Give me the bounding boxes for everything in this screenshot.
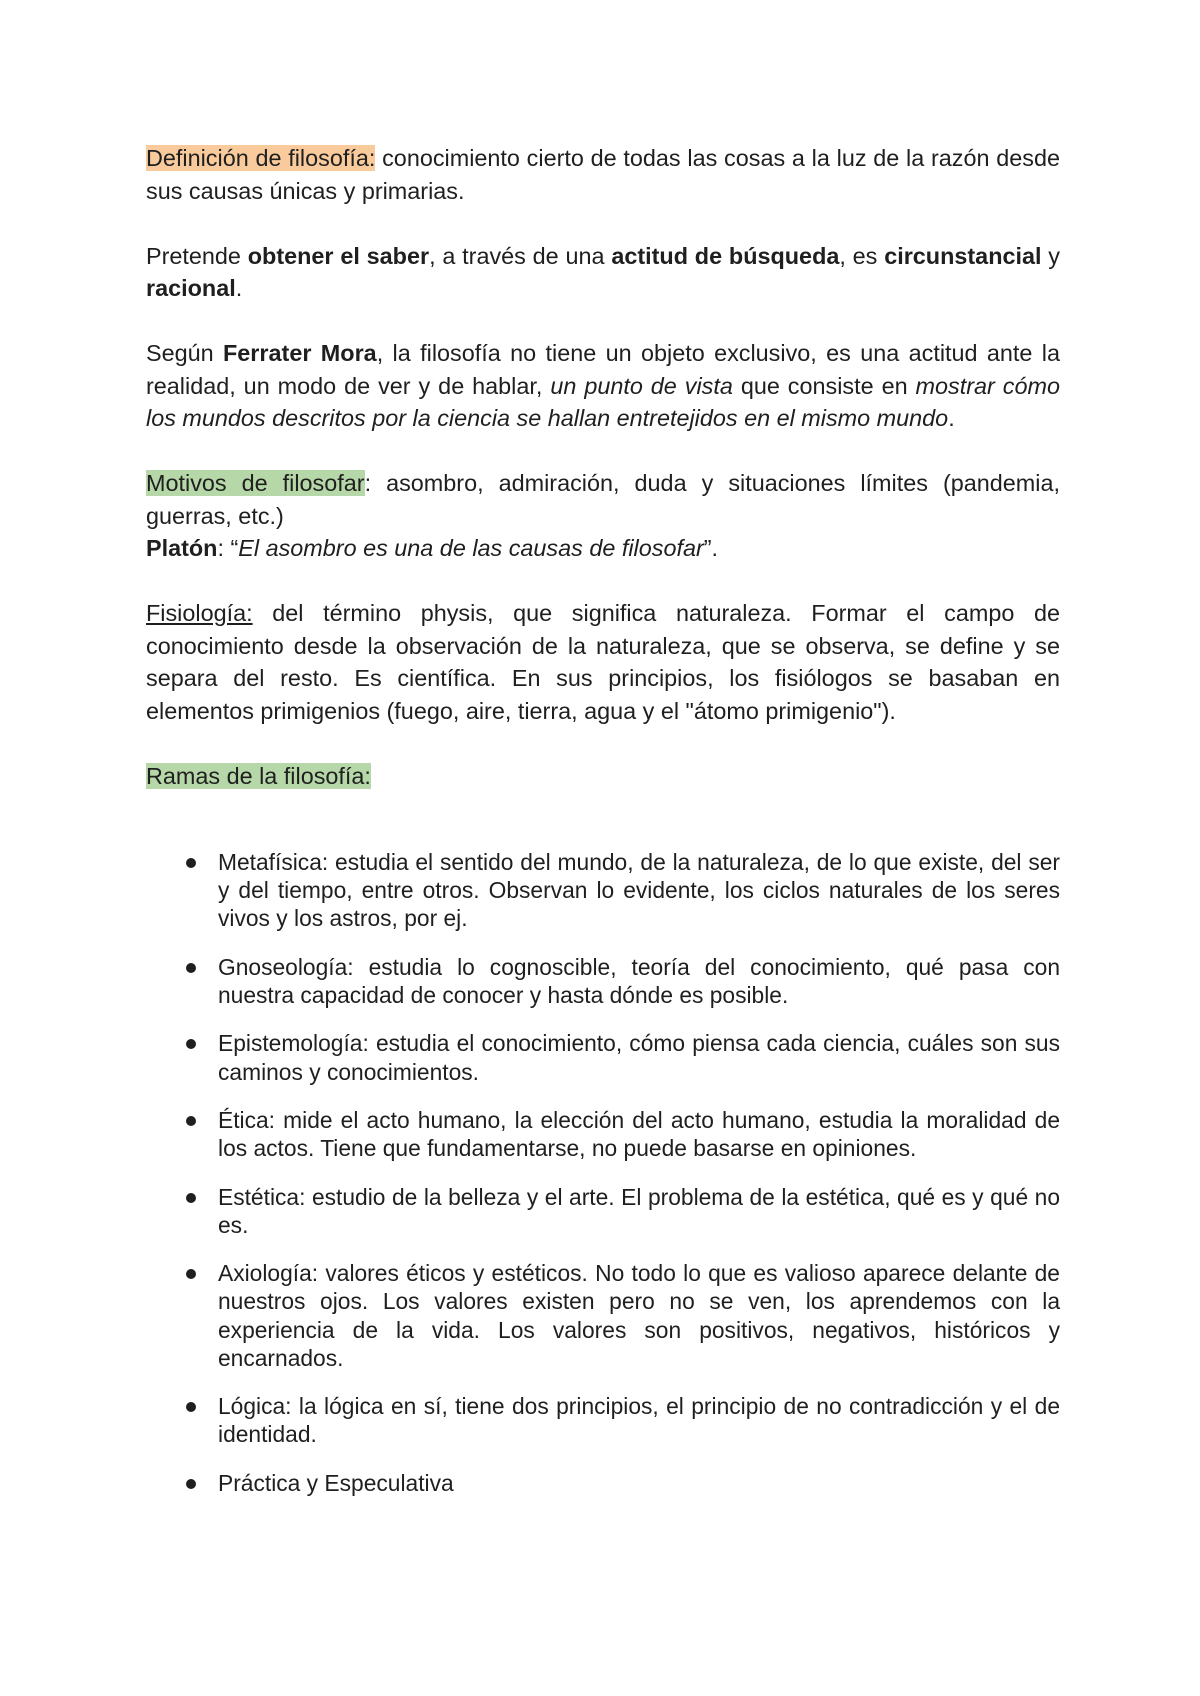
list-item-axiologia <box>146 1259 1060 1372</box>
list-item-etica <box>146 1106 1060 1162</box>
bold-actitud-busqueda: actitud de búsqueda <box>611 242 840 269</box>
italic-mostrar: mostrar cómo los mundos descritos por la ciencia se hallan entretejidos en el mismo mundo <box>146 372 1060 431</box>
list-item-text: Axiología: valores éticos y estéticos. No todo lo que es valioso aparece delante de nuestros ojos. Los valores existen pero no se ven, los aprendemos con la experiencia de la vida. Los valores son positivos, negativos, históricos y encarnados. <box>218 1260 1060 1371</box>
list-item-text: Lógica: la lógica en sí, tiene dos principios, el principio de no contradicción y el de identidad. <box>218 1393 1060 1448</box>
ramas-heading: Ramas de la filosofía: <box>146 762 371 789</box>
bold-ferrater-mora: Ferrater Mora <box>223 340 377 366</box>
list-item-text: Epistemología: estudia el conocimiento, cómo piensa cada ciencia, cuáles son sus caminos y conocimientos. <box>218 1030 1060 1085</box>
text-run: Pretende <box>146 242 248 269</box>
bold-circunstancial: circunstancial <box>884 242 1042 269</box>
list-item-metafisica <box>146 848 1060 933</box>
motivos-label: Motivos de filosofar <box>146 470 365 496</box>
document-page <box>146 142 1060 1517</box>
bullet-icon <box>186 963 196 973</box>
ramas-list <box>146 848 1060 1497</box>
list-item-text: Metafísica: estudia el sentido del mundo, de la naturaleza, de lo que existe, del ser y del tiempo, entre otros. Observan lo evidente, los ciclos naturales de los seres vivos y los astros, por ej. <box>218 849 1060 932</box>
text-run: y <box>1041 242 1060 269</box>
bullet-icon <box>186 858 196 868</box>
text-run: , es <box>839 242 885 269</box>
text-run: , la filosofía no tiene un objeto exclusivo, es una actitud ante la realidad, un modo de ver y de hablar, <box>146 340 1060 399</box>
bold-obtener-saber: obtener el saber <box>247 242 430 269</box>
ramas-heading-paragraph <box>146 760 1060 793</box>
text-run: ”. <box>703 535 719 561</box>
text-run: : “ <box>217 535 239 561</box>
bold-racional: racional <box>146 275 236 301</box>
fisiologia-text: del término physis, que significa naturaleza. Formar el campo de conocimiento desde la observación de la naturaleza, que se observa, se define y se separa del resto. Es científica. En sus principios, los fisiólogos se basaban en elementos primigenios (fuego, aire, tierra, agua y el "átomo primigenio"). <box>146 600 1060 724</box>
list-item-text: Ética: mide el acto humano, la elección del acto humano, estudia la moralidad de los actos. Tiene que fundamentarse, no puede basarse en opiniones. <box>218 1106 1060 1162</box>
list-item-estetica <box>146 1183 1060 1239</box>
list-item-text: Gnoseología: estudia lo cognoscible, teoría del conocimiento, qué pasa con nuestra capacidad de conocer y hasta dónde es posible. <box>218 953 1060 1008</box>
list-item-text: Estética: estudio de la belleza y el arte. El problema de la estética, qué es y qué no es. <box>218 1183 1060 1238</box>
bullet-icon <box>186 1269 196 1279</box>
text-run: , a través de una <box>429 242 612 269</box>
fisiologia-label: Fisiología: <box>146 600 253 626</box>
motivos-text: : asombro, admiración, duda y situaciones límites (pandemia, guerras, etc.) <box>146 470 1060 529</box>
bullet-icon <box>186 1193 196 1203</box>
list-item-practica <box>146 1469 1060 1497</box>
list-item-gnoseologia <box>146 953 1060 1009</box>
text-run: que consiste en <box>732 372 916 399</box>
list-item-text: Práctica y Especulativa <box>218 1469 454 1496</box>
definition-label: Definición de filosofía: <box>146 145 376 171</box>
italic-platon-quote: El asombro es una de las causas de filosofar <box>238 535 704 561</box>
italic-punto-de-vista: un punto de vista <box>550 372 733 399</box>
platon-paragraph <box>146 532 1060 565</box>
pretende-paragraph <box>146 240 1060 305</box>
bullet-icon <box>186 1402 196 1412</box>
list-item-epistemologia <box>146 1029 1060 1085</box>
definition-text: conocimiento cierto de todas las cosas a la luz de la razón desde sus causas únicas y primarias. <box>146 145 1060 204</box>
definition-paragraph <box>146 142 1060 207</box>
bold-platon: Platón <box>146 535 218 561</box>
text-run: . <box>235 275 243 301</box>
bullet-icon <box>186 1116 196 1126</box>
text-run: Según <box>146 340 224 366</box>
bullet-icon <box>186 1479 196 1489</box>
fisiologia-paragraph <box>146 597 1060 727</box>
ferrater-paragraph <box>146 337 1060 435</box>
text-run: . <box>948 405 955 431</box>
bullet-icon <box>186 1039 196 1049</box>
list-item-logica <box>146 1392 1060 1448</box>
motivos-paragraph <box>146 467 1060 532</box>
